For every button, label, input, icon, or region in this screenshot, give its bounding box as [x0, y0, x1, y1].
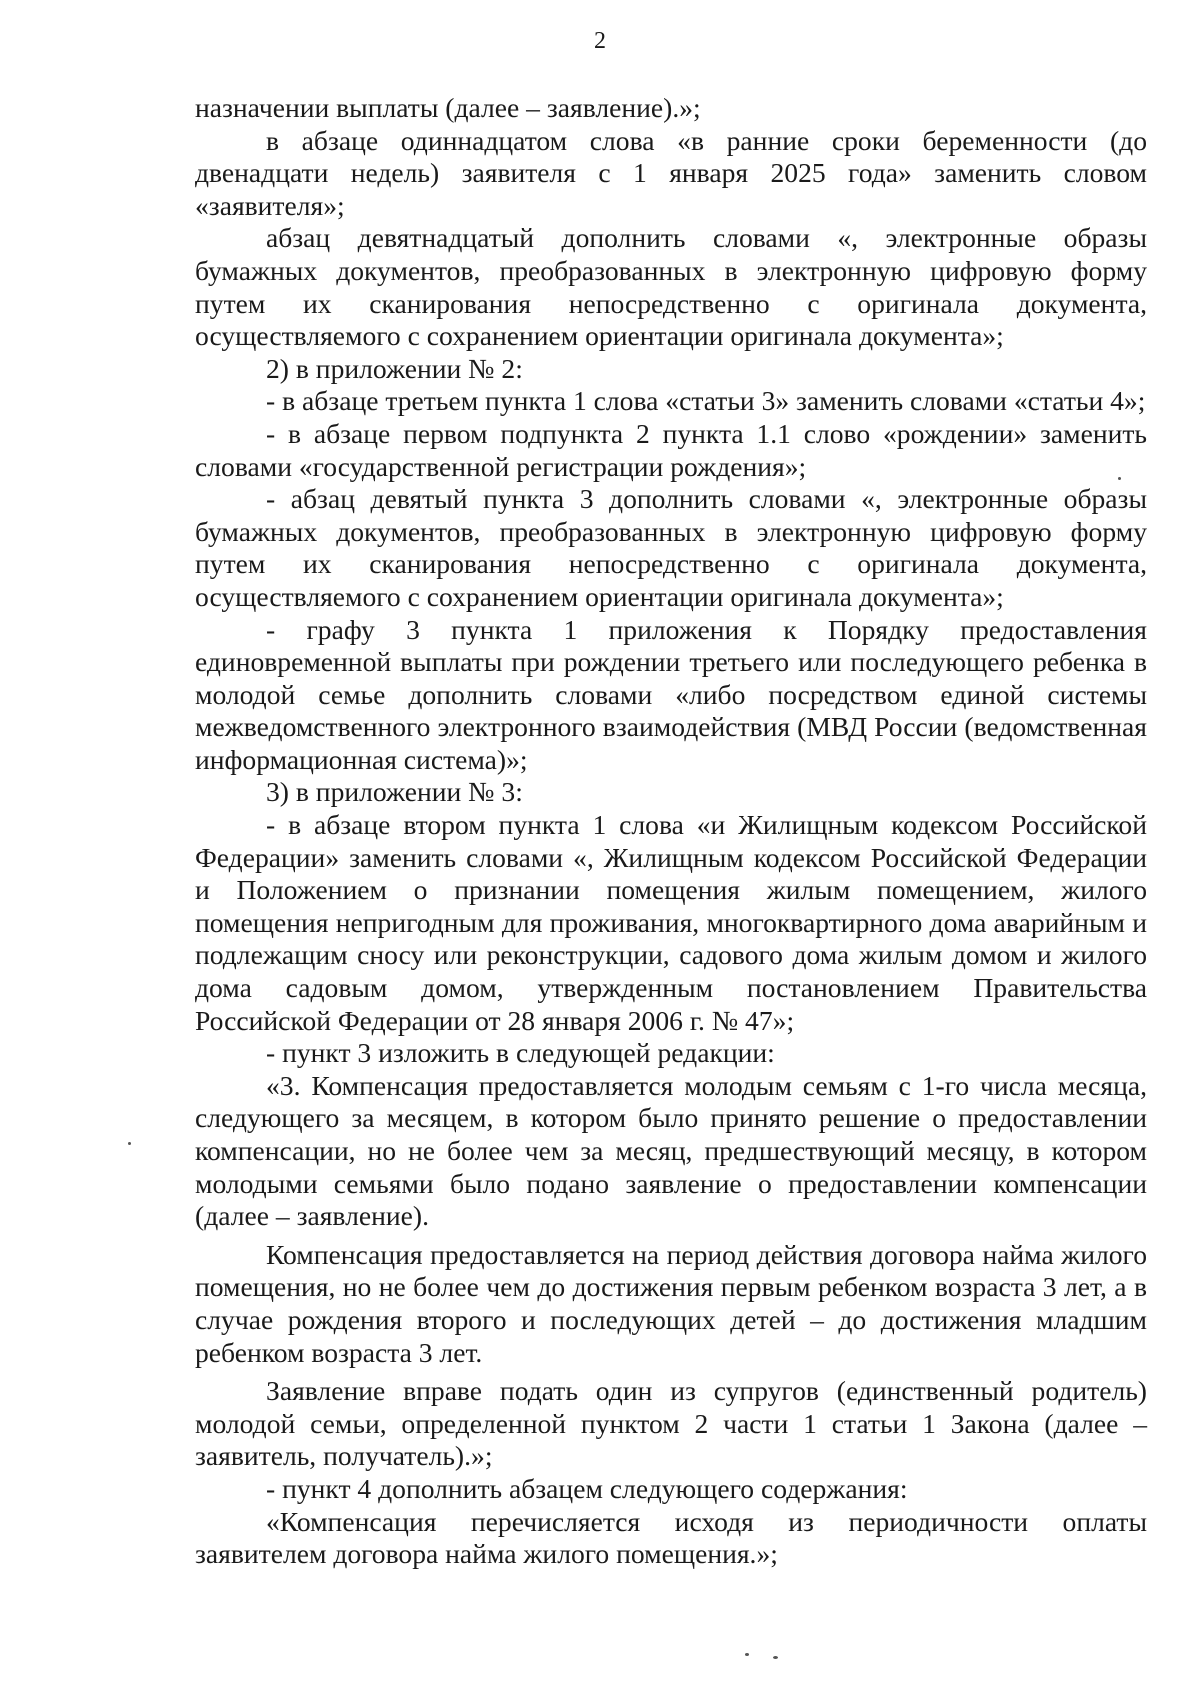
paragraph-appendix-2-item-3: - абзац девятый пункта 3 дополнить словами «, электронные образы бумажных документов, преобразованных в электронную цифровую форму путем их сканирования непосредственно с оригинала документа, осуществляемого с сохранением ориентации оригинала документа»;: [195, 483, 1147, 612]
scan-speck: [745, 1653, 749, 1656]
paragraph-eleventh-abzac: в абзаце одиннадцатом слова «в ранние сроки беременности (до двенадцати недель) заявителя с 1 января 2025 года» заменить словом «заявителя»;: [195, 124, 1147, 221]
paragraph-appendix-2-item-4: - графу 3 пункта 1 приложения к Порядку предоставления единовременной выплаты при рождении третьего или последующего ребенка в молодой семье дополнить словами «либо посредством единой системы межведомственного электронного взаимодействия (МВД России (ведомственная информационная система)»;: [195, 613, 1147, 775]
paragraph-appendix-3-item-1: - в абзаце втором пункта 1 слова «и Жилищным кодексом Российской Федерации» заменить словами «, Жилищным кодексом Российской Федерации и Положением о признании помещения жилым помещением, жилого помещения непригодным для проживания, многоквартирного дома аварийным и подлежащим сносу или реконструкции, садового дома жилым домом и жилого дома садовым домом, утвержденным постановлением Правительства Российской Федерации от 28 января 2006 г. № 47»;: [195, 809, 1147, 1036]
paragraph-continuation: назначении выплаты (далее – заявление).»;: [195, 92, 701, 123]
paragraph-appendix-2-item-2: - в абзаце первом подпункта 2 пункта 1.1 слово «рождении» заменить словами «государственной регистрации рождения»;: [195, 417, 1147, 482]
document-body: [195, 92, 1147, 1571]
paragraph-compensation-period: Компенсация предоставляется на период действия договора найма жилого помещения, но не более чем до достижения первым ребенком возраста 3 лет, а в случае рождения второго и последующих детей – до достижения младшим ребенком возраста 3 лет.: [195, 1238, 1147, 1368]
paragraph-appendix-2-heading: 2) в приложении № 2:: [266, 352, 523, 384]
paragraph-nineteenth-abzac: абзац девятнадцатый дополнить словами «, электронные образы бумажных документов, преобразованных в электронную цифровую форму путем их сканирования непосредственно с оригинала документа, осуществляемого с сохранением ориентации оригинала документа»;: [195, 222, 1147, 352]
scan-speck: [773, 1656, 778, 1659]
paragraph-appendix-3-heading: 3) в приложении № 3:: [266, 776, 523, 808]
paragraph-appendix-2-item-1: - в абзаце третьем пункта 1 слова «статьи 3» заменить словами «статьи 4»;: [266, 385, 1146, 417]
paragraph-compensation-transfer: «Компенсация перечисляется исходя из периодичности оплаты заявителем договора найма жилого помещения.»;: [195, 1505, 1147, 1570]
paragraph-application-right: Заявление вправе подать один из супругов (единственный родитель) молодой семьи, определенной пунктом 2 части 1 статьи 1 Закона (далее – заявитель, получатель).»;: [195, 1375, 1147, 1472]
paragraph-point-4-addition: - пункт 4 дополнить абзацем следующего содержания:: [266, 1472, 908, 1504]
scan-speck: [1118, 477, 1121, 480]
scan-speck: [128, 1142, 131, 1145]
page-number: 2: [594, 28, 606, 54]
paragraph-compensation-point-3: «3. Компенсация предоставляется молодым семьям с 1-го числа месяца, следующего за месяцем, в котором было принято решение о предоставлении компенсации, но не более чем за месяц, предшествующий месяцу, в котором молодыми семьями было подано заявление о предоставлении компенсации (далее – заявление).: [195, 1069, 1147, 1232]
paragraph-appendix-3-item-2: - пункт 3 изложить в следующей редакции:: [266, 1037, 775, 1069]
